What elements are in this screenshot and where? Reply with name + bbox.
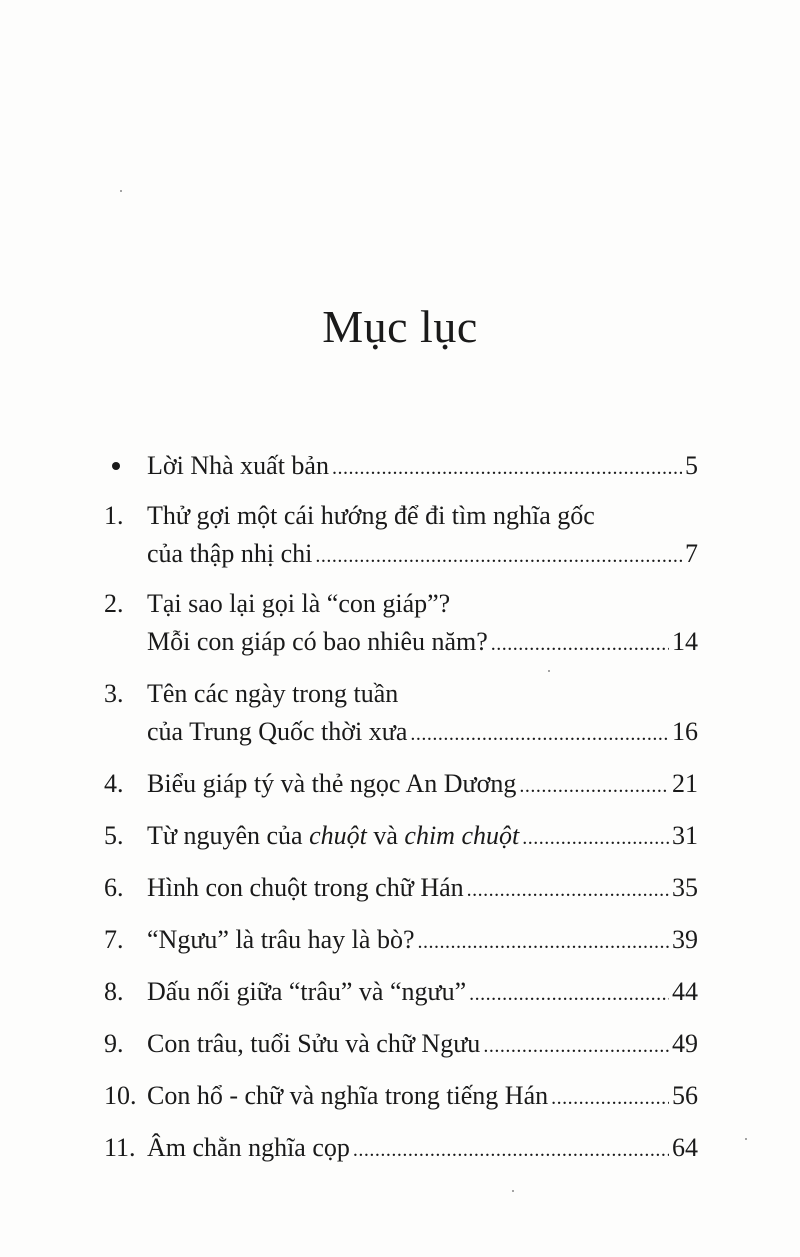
dot-leader: [469, 972, 669, 1016]
entry-number: 4.: [104, 769, 124, 798]
entry-number: 2.: [104, 589, 124, 618]
page-number: 5: [685, 451, 698, 480]
entry-title: Âm chằn nghĩa cọp: [147, 1133, 350, 1162]
page-number: 7: [685, 539, 698, 568]
entry-number: 10.: [104, 1081, 137, 1110]
entry-title-continued: của Trung Quốc thời xưa: [147, 717, 408, 746]
page-number: 56: [672, 1081, 698, 1110]
entry-number: 5.: [104, 821, 124, 850]
entry-title: Con hổ - chữ và nghĩa trong tiếng Hán: [147, 1081, 549, 1110]
dot-leader: [522, 816, 669, 860]
dot-leader: [353, 1128, 669, 1172]
page-number: 49: [672, 1029, 698, 1058]
speck: [745, 1138, 747, 1140]
dot-leader: [483, 1024, 669, 1068]
bullet-icon: [112, 462, 120, 470]
entry-title: Con trâu, tuổi Sửu và chữ Ngưu: [147, 1029, 481, 1058]
dot-leader: [491, 622, 669, 666]
entry-number: 6.: [104, 873, 124, 902]
page-number: 31: [672, 821, 698, 850]
dot-leader: [551, 1076, 669, 1120]
entry-title: Tên các ngày trong tuần: [147, 679, 399, 708]
dot-leader: [519, 764, 669, 808]
dot-leader: [410, 712, 669, 756]
entry-number: 7.: [104, 925, 124, 954]
dot-leader: [332, 446, 682, 490]
entry-title: “Ngưu” là trâu hay là bò?: [147, 925, 415, 954]
page-number: 64: [672, 1133, 698, 1162]
speck: [512, 1190, 514, 1192]
entry-title: Dấu nối giữa “trâu” và “ngưu”: [147, 977, 467, 1006]
entry-title: Tại sao lại gọi là “con giáp”?: [147, 589, 451, 618]
page-number: 39: [672, 925, 698, 954]
page-number: 21: [672, 769, 698, 798]
dot-leader: [417, 920, 669, 964]
entry-title-continued: Mỗi con giáp có bao nhiêu năm?: [147, 627, 488, 656]
page-number: 44: [672, 977, 698, 1006]
dot-leader: [315, 534, 682, 578]
dot-leader: [467, 868, 669, 912]
entry-number: 3.: [104, 679, 124, 708]
page-title: Mục lục: [322, 301, 478, 352]
entry-number: 9.: [104, 1029, 124, 1058]
speck: [548, 670, 550, 672]
entry-title-continued: của thập nhị chi: [147, 539, 313, 568]
page-number: 35: [672, 873, 698, 902]
entry-number: 8.: [104, 977, 124, 1006]
entry-title: Hình con chuột trong chữ Hán: [147, 873, 464, 902]
entry-title: Biểu giáp tý và thẻ ngọc An Dương: [147, 769, 517, 798]
entry-title: Thử gợi một cái hướng để đi tìm nghĩa gốc: [147, 501, 595, 530]
speck: [120, 190, 122, 192]
page-number: 14: [672, 627, 698, 656]
page-number: 16: [672, 717, 698, 746]
entry-number: 11.: [104, 1133, 136, 1162]
entry-number: 1.: [104, 501, 124, 530]
entry-title: Từ nguyên của chuột và chim chuột: [147, 821, 520, 850]
entry-title: Lời Nhà xuất bản: [147, 451, 329, 480]
